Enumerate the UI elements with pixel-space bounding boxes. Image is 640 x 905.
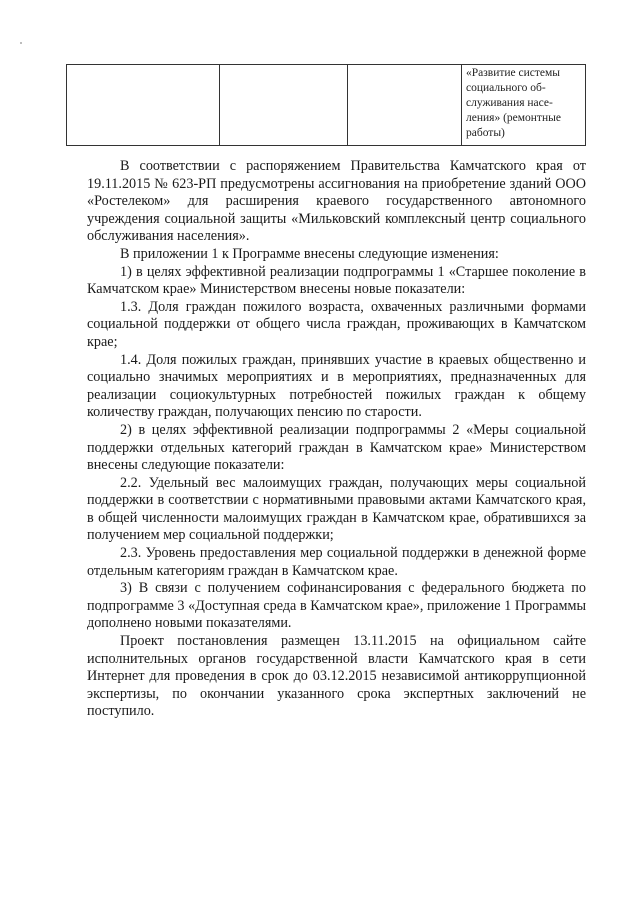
paragraph: 2) в целях эффективной реализации подпрограммы 2 «Меры социальной поддержки отдельных категорий граждан в Камчатском крае» Министерством внесены следующие показатели:	[87, 421, 586, 474]
table-cell-3	[348, 65, 462, 146]
paragraph: 1.3. Доля граждан пожилого возраста, охваченных различными формами социальной поддержки от общего числа граждан, проживающих в Камчатском крае;	[87, 298, 586, 350]
table-cell-2	[220, 65, 348, 146]
table-row	[67, 65, 586, 146]
paragraph: 2.3. Уровень предоставления мер социальной поддержки в денежной форме отдельным категориям граждан в Камчатском крае.	[87, 545, 586, 579]
paragraph: В соответствии с распоряжением Правительства Камчатского края от 19.11.2015 № 623-РП предусмотрены ассигнования на приобретение зданий ООО «Ростелеком» для расширения краевого государственного автономного учреждения социальной защиты «Мильковский комплексный центр социального обслуживания населения».	[87, 158, 586, 245]
cell-text	[348, 65, 461, 66]
paragraph: 1.4. Доля пожилых граждан, принявших участие в краевых общественно и социально значимых мероприятиях и в мероприятиях, предназначенных для реализации социокультурных потребностей пожилых граждан к общему количеству граждан, получающих пенсию по старости.	[87, 351, 586, 421]
cell-text	[220, 65, 347, 66]
table-cell-1	[67, 65, 220, 146]
table-cell-4	[462, 65, 586, 146]
continuation-table	[66, 64, 586, 146]
scan-speck	[20, 42, 22, 44]
subprogram-cell-text: «Развитие системы социального об- служивания насе- ления» (ремонтные работы)	[466, 67, 561, 139]
cell-text	[67, 65, 219, 66]
paragraph: Проект постановления размещен 13.11.2015 на официальном сайте исполнительных органов государственной власти Камчатского края в сети Интернет для проведения в срок до 03.12.2015 независимой антикоррупционной экспертизы, по окончании указанного срока экспертных заключений не поступило.	[87, 633, 586, 720]
paragraph: 1) в целях эффективной реализации подпрограммы 1 «Старшее поколение в Камчатском крае» Министерством внесены новые показатели:	[87, 263, 586, 298]
paragraph: 3) В связи с получением софинансирования с федерального бюджета по подпрограмме 3 «Доступная среда в Камчатском крае», приложение 1 Программы дополнено новыми показателями.	[87, 580, 586, 632]
paragraph: 2.2. Удельный вес малоимущих граждан, получающих меры социальной поддержки в соответствии с нормативными правовыми актами Камчатского края, в общей численности малоимущих граждан в Камчатском крае, обратившихся за получением мер социальной поддержки;	[87, 474, 586, 544]
paragraph: В приложении 1 к Программе внесены следующие изменения:	[120, 245, 499, 262]
document-body	[87, 158, 586, 721]
